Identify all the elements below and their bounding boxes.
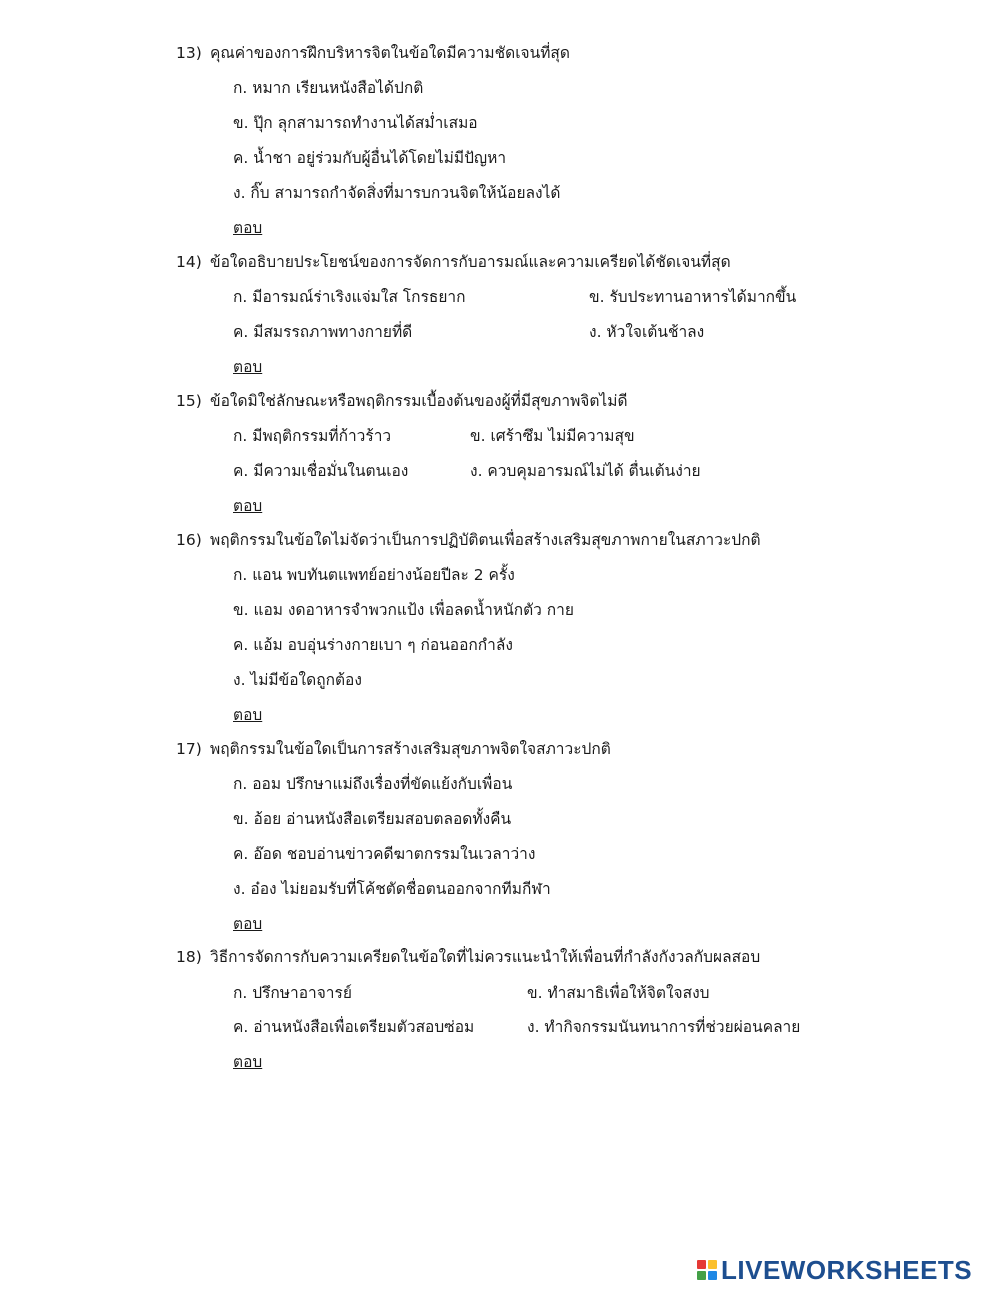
question-number: 13) [176, 44, 202, 62]
logo-block-red [697, 1260, 706, 1269]
option-b[interactable]: ข. ปุ๊ก ลุกสามารถทำงานได้สม่ำเสมอ [233, 114, 478, 132]
option-c[interactable]: ค. มีสมรรถภาพทางกายที่ดี [233, 323, 413, 341]
answer-label[interactable]: ตอบ [233, 358, 263, 376]
question-text: ข้อใดอธิบายประโยชน์ของการจัดการกับอารมณ์และความเครียดได้ชัดเจนที่สุด [210, 253, 731, 271]
question-number: 17) [176, 740, 202, 758]
option-c[interactable]: ค. แอ้ม อบอุ่นร่างกายเบา ๆ ก่อนออกกำลัง [233, 636, 513, 654]
option-c[interactable]: ค. อ๊อด ชอบอ่านข่าวคดีฆาตกรรมในเวลาว่าง [233, 845, 536, 863]
answer-label[interactable]: ตอบ [233, 219, 263, 237]
option-b[interactable]: ข. เศร้าซึม ไม่มีความสุข [470, 427, 635, 445]
option-a[interactable]: ก. ออม ปรึกษาแม่ถึงเรื่องที่ขัดแย้งกับเพื่อน [233, 775, 513, 793]
question-text: วิธีการจัดการกับความเครียดในข้อใดที่ไม่ควรแนะนำให้เพื่อนที่กำลังกังวลกับผลสอบ [210, 948, 761, 966]
question-17 [0, 738, 202, 760]
question-number: 14) [176, 253, 202, 271]
question-15 [0, 390, 202, 412]
logo-block-green [697, 1271, 706, 1280]
logo-block-yellow [708, 1260, 717, 1269]
question-text: คุณค่าของการฝึกบริหารจิตในข้อใดมีความชัดเจนที่สุด [210, 44, 570, 62]
option-d[interactable]: ง. หัวใจเต้นช้าลง [589, 323, 705, 341]
answer-label[interactable]: ตอบ [233, 497, 263, 515]
option-d[interactable]: ง. ควบคุมอารมณ์ไม่ได้ ตื่นเต้นง่าย [470, 462, 701, 480]
option-a[interactable]: ก. มีอารมณ์ร่าเริงแจ่มใส โกรธยาก [233, 288, 466, 306]
logo-blocks-icon [697, 1260, 717, 1280]
question-13 [0, 42, 202, 64]
option-d[interactable]: ง. ไม่มีข้อใดถูกต้อง [233, 671, 362, 689]
option-c[interactable]: ค. อ่านหนังสือเพื่อเตรียมตัวสอบซ่อม [233, 1018, 475, 1036]
answer-label[interactable]: ตอบ [233, 1053, 263, 1071]
option-c[interactable]: ค. น้ำชา อยู่ร่วมกับผู้อื่นได้โดยไม่มีปัญหา [233, 149, 507, 167]
option-b[interactable]: ข. รับประทานอาหารได้มากขึ้น [589, 288, 797, 306]
question-number: 18) [176, 948, 202, 966]
option-a[interactable]: ก. ปรึกษาอาจารย์ [233, 984, 352, 1002]
option-d[interactable]: ง. อ๋อง ไม่ยอมรับที่โค้ชตัดชื่อตนออกจากทีมกีฬา [233, 880, 551, 898]
option-a[interactable]: ก. หมาก เรียนหนังสือได้ปกติ [233, 79, 424, 97]
question-text: พฤติกรรมในข้อใดไม่จัดว่าเป็นการปฏิบัติตนเพื่อสร้างเสริมสุขภาพกายในสภาวะปกติ [210, 531, 761, 549]
question-text: ข้อใดมิใช่ลักษณะหรือพฤติกรรมเบื้องต้นของผู้ที่มีสุขภาพจิตไม่ดี [210, 392, 628, 410]
question-number: 15) [176, 392, 202, 410]
question-number: 16) [176, 531, 202, 549]
option-a[interactable]: ก. แอน พบทันตแพทย์อย่างน้อยปีละ 2 ครั้ง [233, 566, 515, 584]
answer-label[interactable]: ตอบ [233, 706, 263, 724]
option-b[interactable]: ข. ทำสมาธิเพื่อให้จิตใจสงบ [527, 984, 710, 1002]
answer-label[interactable]: ตอบ [233, 915, 263, 933]
logo-block-blue [708, 1271, 717, 1280]
option-b[interactable]: ข. อ้อย อ่านหนังสือเตรียมสอบตลอดทั้งคืน [233, 810, 512, 828]
option-b[interactable]: ข. แอม งดอาหารจำพวกแป้ง เพื่อลดน้ำหนักตัว กาย [233, 601, 574, 619]
option-a[interactable]: ก. มีพฤติกรรมที่ก้าวร้าว [233, 427, 392, 445]
option-d[interactable]: ง. ทำกิจกรรมนันทนาการที่ช่วยผ่อนคลาย [527, 1018, 801, 1036]
liveworksheets-logo [697, 1255, 972, 1285]
question-18 [0, 946, 202, 968]
option-d[interactable]: ง. กิ๊บ สามารถกำจัดสิ่งที่มารบกวนจิตให้น้อยลงได้ [233, 184, 561, 202]
question-text: พฤติกรรมในข้อใดเป็นการสร้างเสริมสุขภาพจิตใจสภาวะปกติ [210, 740, 611, 758]
question-16 [0, 529, 202, 551]
question-14 [0, 251, 202, 273]
logo-text: LIVEWORKSHEETS [721, 1254, 973, 1285]
option-c[interactable]: ค. มีความเชื่อมั่นในตนเอง [233, 462, 409, 480]
